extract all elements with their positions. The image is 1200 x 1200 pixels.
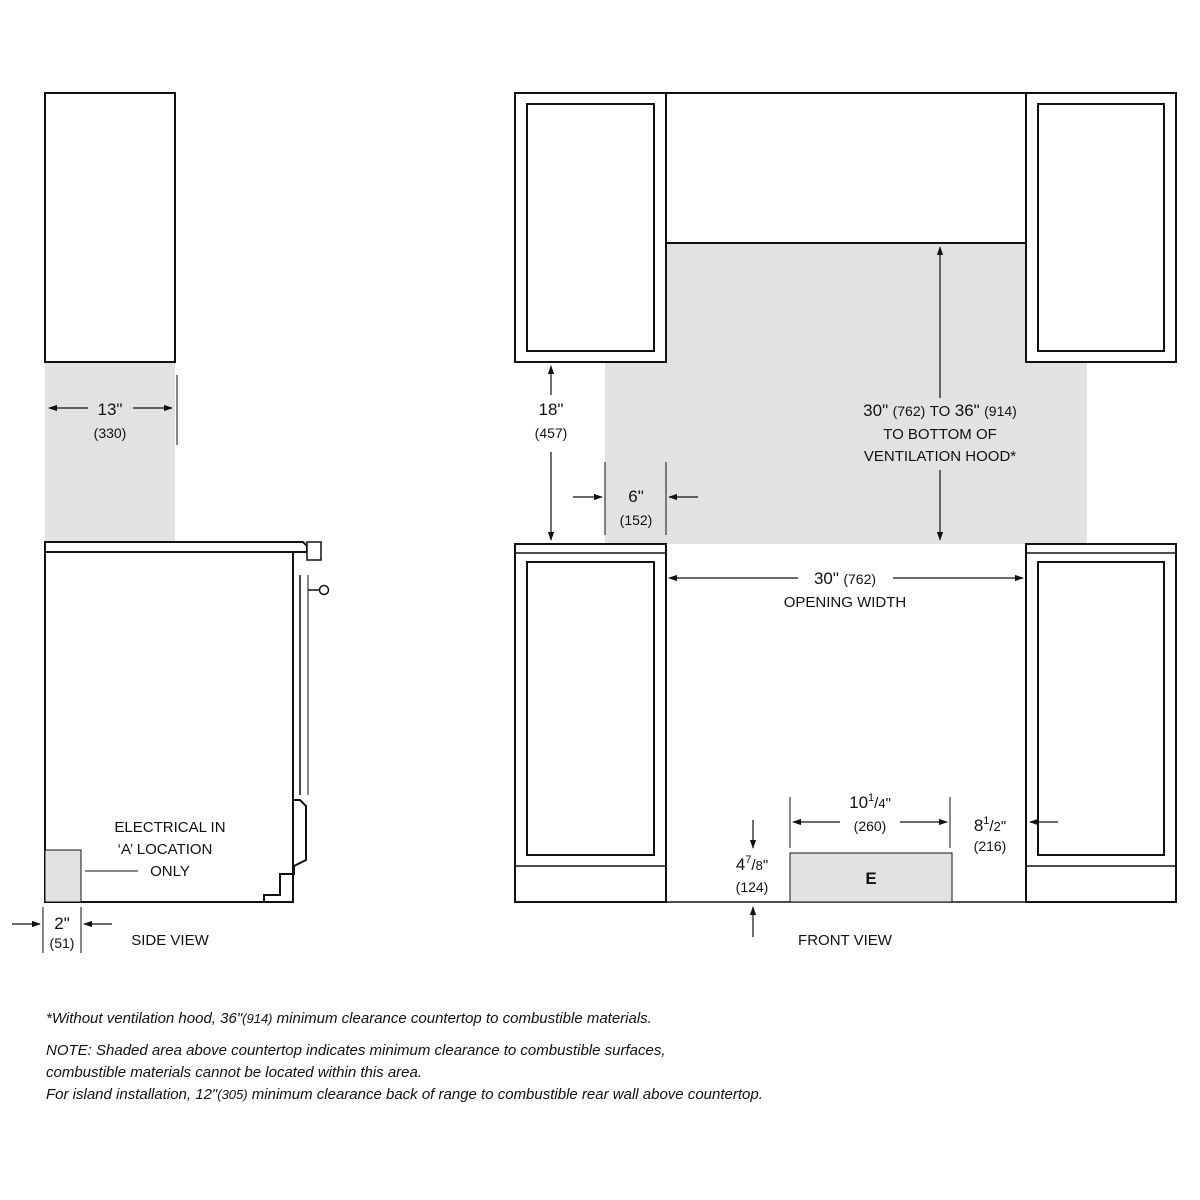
opening-inch: 30" [813,569,839,588]
e-label: E [865,869,877,888]
side-offset-inch: 2" [54,914,70,933]
e-offset-num: 1 [983,815,990,827]
footnote-text-a: *Without ventilation hood, 36" [46,1010,243,1027]
upper-cabinet-left-door [527,104,654,351]
hood-to-word: TO [929,403,951,420]
electrical-note-line3: ONLY [150,863,190,880]
e-width-slash: / [874,795,879,812]
side-offset-mm: (51) [49,935,75,951]
gap-6-mm: (152) [619,512,653,528]
e-height-slash: / [751,857,756,874]
hood-to-inch: 36" [954,401,980,420]
side-clearance-shade [45,362,175,542]
e-height-mm: (124) [735,879,769,895]
e-width-mark: " [885,795,891,812]
opening-dimension [814,569,876,588]
gap-6-inch: 6" [628,487,644,506]
e-offset-dimension [974,815,1006,835]
side-depth-mm: (330) [93,425,127,441]
e-height-whole: 4 [735,855,746,874]
hood-line3: VENTILATION HOOD* [863,448,1017,465]
opening-mm: (762) [843,571,877,587]
footnote-hood [46,1008,1166,1030]
island-text-b: minimum clearance back of range to combustible rear wall above countertop. [247,1086,763,1103]
e-offset-mm: (216) [973,838,1007,854]
e-height-den: 8 [755,858,763,873]
hood-line2: TO BOTTOM OF [883,426,997,443]
e-width-num: 1 [868,792,875,804]
island-text-a: For island installation, 12" [46,1086,218,1103]
hood-from-inch: 30" [863,401,889,420]
upper-cabinet-right-door [1038,104,1164,351]
e-height-mark: " [762,857,769,874]
electrical-note-line2: ‘A’ LOCATION [117,841,213,858]
electrical-box [45,850,81,902]
e-offset-den: 2 [993,819,1001,834]
hood-clearance-range [863,401,1017,420]
lower-cabinet-right-door [1038,562,1164,855]
side-oven-knob [320,586,329,595]
e-offset-whole: 8 [973,816,984,835]
footnote-mm: (914) [242,1011,273,1026]
e-height-num: 7 [745,854,752,866]
notes-block [46,1008,1166,1106]
lower-cabinet-left-door [527,562,654,855]
e-width-mm: (260) [853,818,887,834]
note-island [46,1084,1166,1106]
clearance-18-inch: 18" [538,400,564,419]
side-upper-cabinet [45,93,175,362]
opening-label: OPENING WIDTH [783,594,907,611]
e-offset-slash: / [989,818,994,835]
hood-from-mm: (762) [892,403,926,419]
side-depth-inch: 13" [97,400,123,419]
e-width-dimension [849,792,891,812]
note-line2: combustible materials cannot be located within this area. [46,1064,423,1081]
side-backguard [307,542,321,560]
side-countertop [45,542,307,552]
electrical-note-line1: ELECTRICAL IN [114,819,226,836]
side-view-caption: SIDE VIEW [131,932,209,949]
hood-to-mm: (914) [984,403,1017,419]
clearance-18-mm: (457) [534,425,568,441]
note-line1: NOTE: Shaded area above countertop indicates minimum clearance to combustible surfaces, [46,1042,666,1059]
front-clearance-shade [605,243,1087,544]
front-view [515,93,1176,937]
island-mm: (305) [217,1087,248,1102]
e-offset-mark: " [1000,818,1007,835]
e-height-dimension [736,854,768,874]
e-width-den: 4 [878,796,886,811]
e-width-whole: 10 [849,793,869,812]
footnote-text-b: minimum clearance countertop to combustible materials. [272,1010,652,1027]
front-view-caption: FRONT VIEW [798,932,892,949]
